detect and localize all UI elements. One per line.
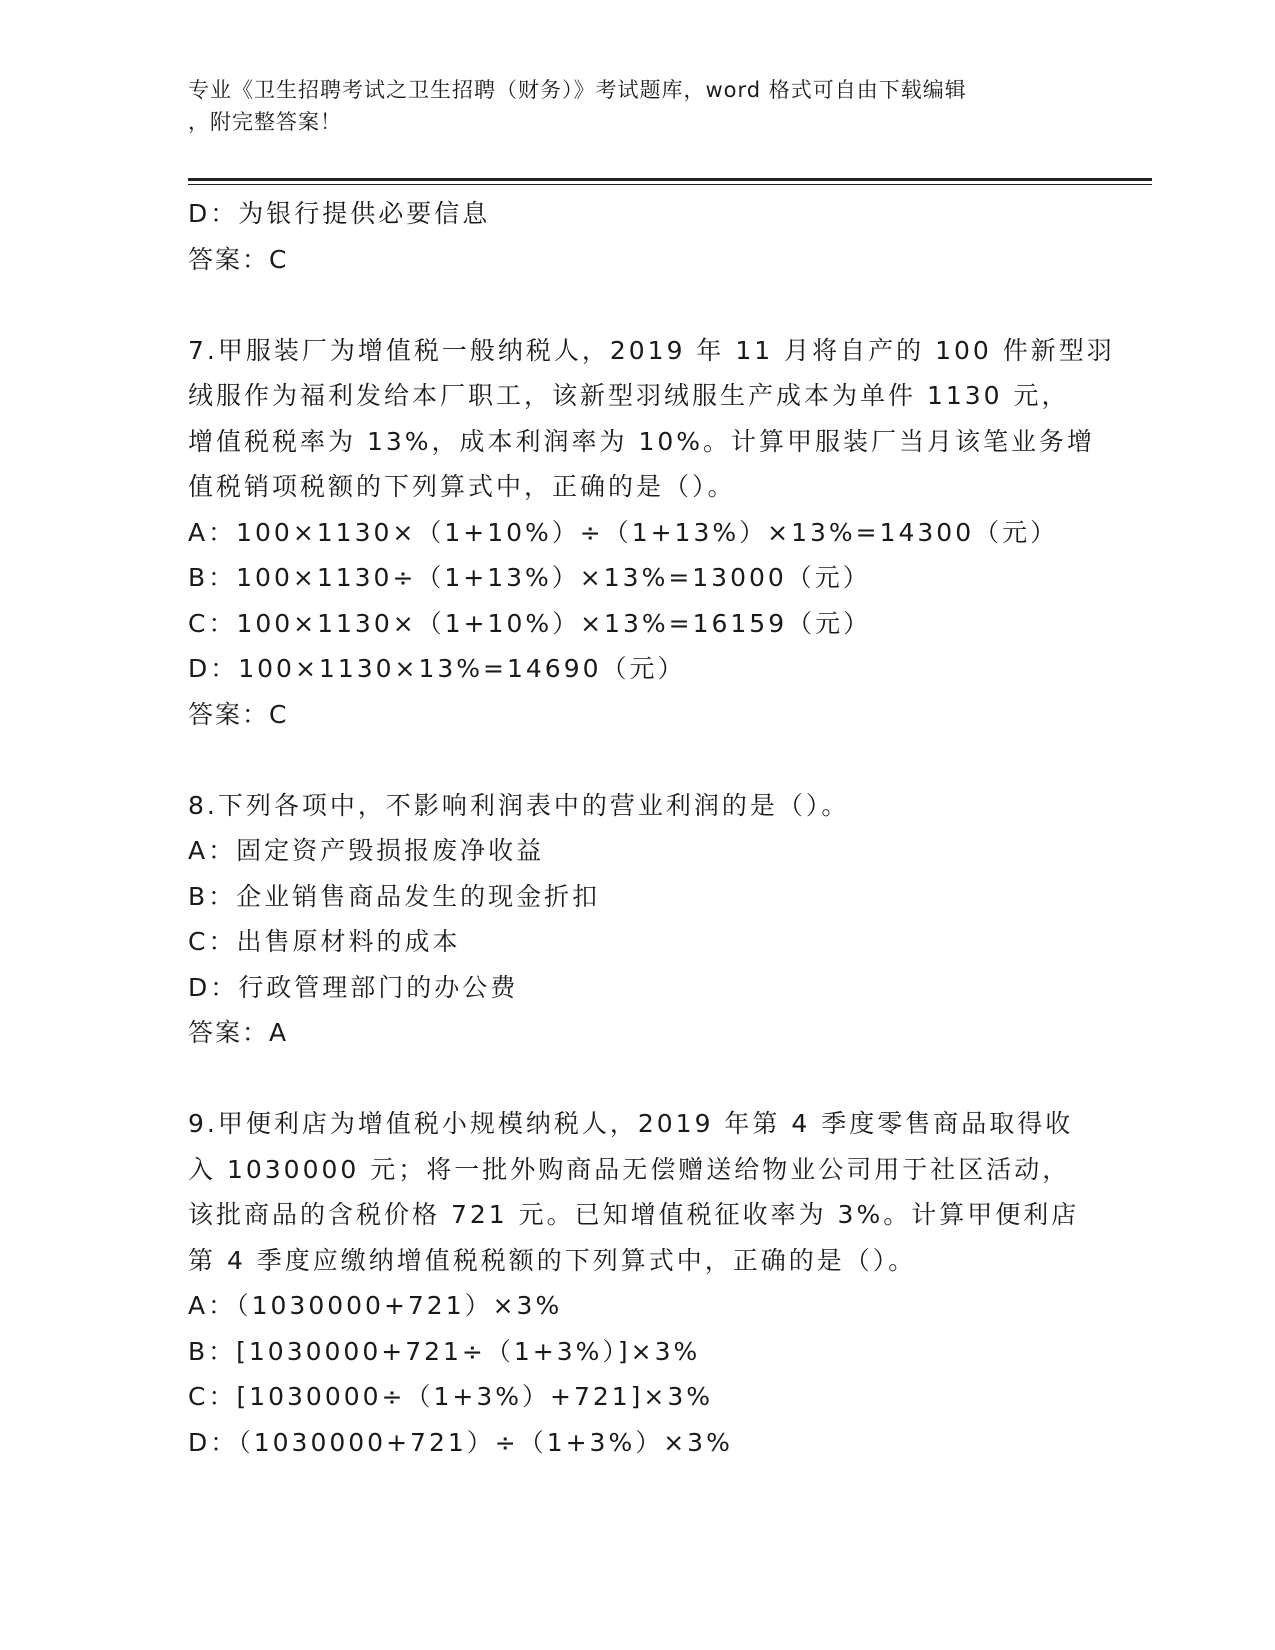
question-stem-line: 绒服作为福利发给本厂职工，该新型羽绒服生产成本为单件 1130 元，: [188, 381, 1070, 410]
option-c: C：100×1130×（1+10%）×13%=16159（元）: [188, 608, 872, 638]
question-content: [188, 191, 1115, 1465]
option-a: A：固定资产毁损报废净收益: [188, 836, 545, 865]
prev-question-tail: [188, 191, 1088, 282]
question-stem-line: 值税销项税额的下列算式中，正确的是（）。: [188, 472, 736, 501]
answer-line: 答案：C: [188, 699, 289, 729]
option-b: B：100×1130÷（1+13%）×13%=13000（元）: [188, 563, 871, 592]
spacer: [188, 737, 1088, 783]
question-stem-line: 8.下列各项中，不影响利润表中的营业利润的是（）。: [188, 790, 850, 820]
option-d: D：行政管理部门的办公费: [188, 972, 519, 1002]
option-d: D：为银行提供必要信息: [188, 199, 491, 228]
question-7: [188, 328, 1115, 738]
question-9: [188, 1101, 1088, 1465]
page-header: [188, 74, 1068, 138]
question-stem-line: 第 4 季度应缴纳增值税税额的下列算式中，正确的是（）。: [188, 1245, 917, 1275]
question-8: [188, 783, 1088, 1056]
spacer: [188, 1056, 1088, 1102]
question-stem-line: 该批商品的含税价格 721 元。已知增值税征收率为 3%。计算甲便利店: [188, 1200, 1080, 1229]
option-a: A：100×1130×（1+10%）÷（1+13%）×13%=14300（元）: [188, 517, 1059, 547]
option-b: B：企业销售商品发生的现金折扣: [188, 881, 601, 911]
header-divider-thin: [188, 184, 1152, 185]
option-a: A：（1030000+721）×3%: [188, 1291, 563, 1320]
answer-line: 答案：C: [188, 244, 289, 274]
question-stem-line: 9.甲便利店为增值税小规模纳税人，2019 年第 4 季度零售商品取得收: [188, 1109, 1074, 1138]
option-b: B：[1030000+721÷（1+3%）]×3%: [188, 1336, 701, 1366]
option-c: C：[1030000÷（1+3%）+721]×3%: [188, 1382, 714, 1411]
header-line-2: ，附完整答案！: [188, 110, 342, 134]
header-line-1: 专业《卫生招聘考试之卫生招聘（财务）》考试题库，word 格式可自由下载编辑: [188, 78, 967, 102]
question-stem-line: 增值税税率为 13%，成本利润率为 10%。计算甲服装厂当月该笔业务增: [188, 426, 1096, 456]
option-c: C：出售原材料的成本: [188, 927, 461, 956]
question-stem-line: 7.甲服装厂为增值税一般纳税人，2019 年 11 月将自产的 100 件新型羽: [188, 335, 1115, 365]
answer-line: 答案：A: [188, 1018, 289, 1047]
spacer: [188, 282, 1088, 328]
option-d: D：（1030000+721）÷（1+3%）×3%: [188, 1427, 733, 1457]
option-d: D：100×1130×13%=14690（元）: [188, 654, 686, 683]
question-stem-line: 入 1030000 元；将一批外购商品无偿赠送给物业公司用于社区活动，: [188, 1154, 1071, 1184]
header-divider-thick: [188, 178, 1152, 181]
